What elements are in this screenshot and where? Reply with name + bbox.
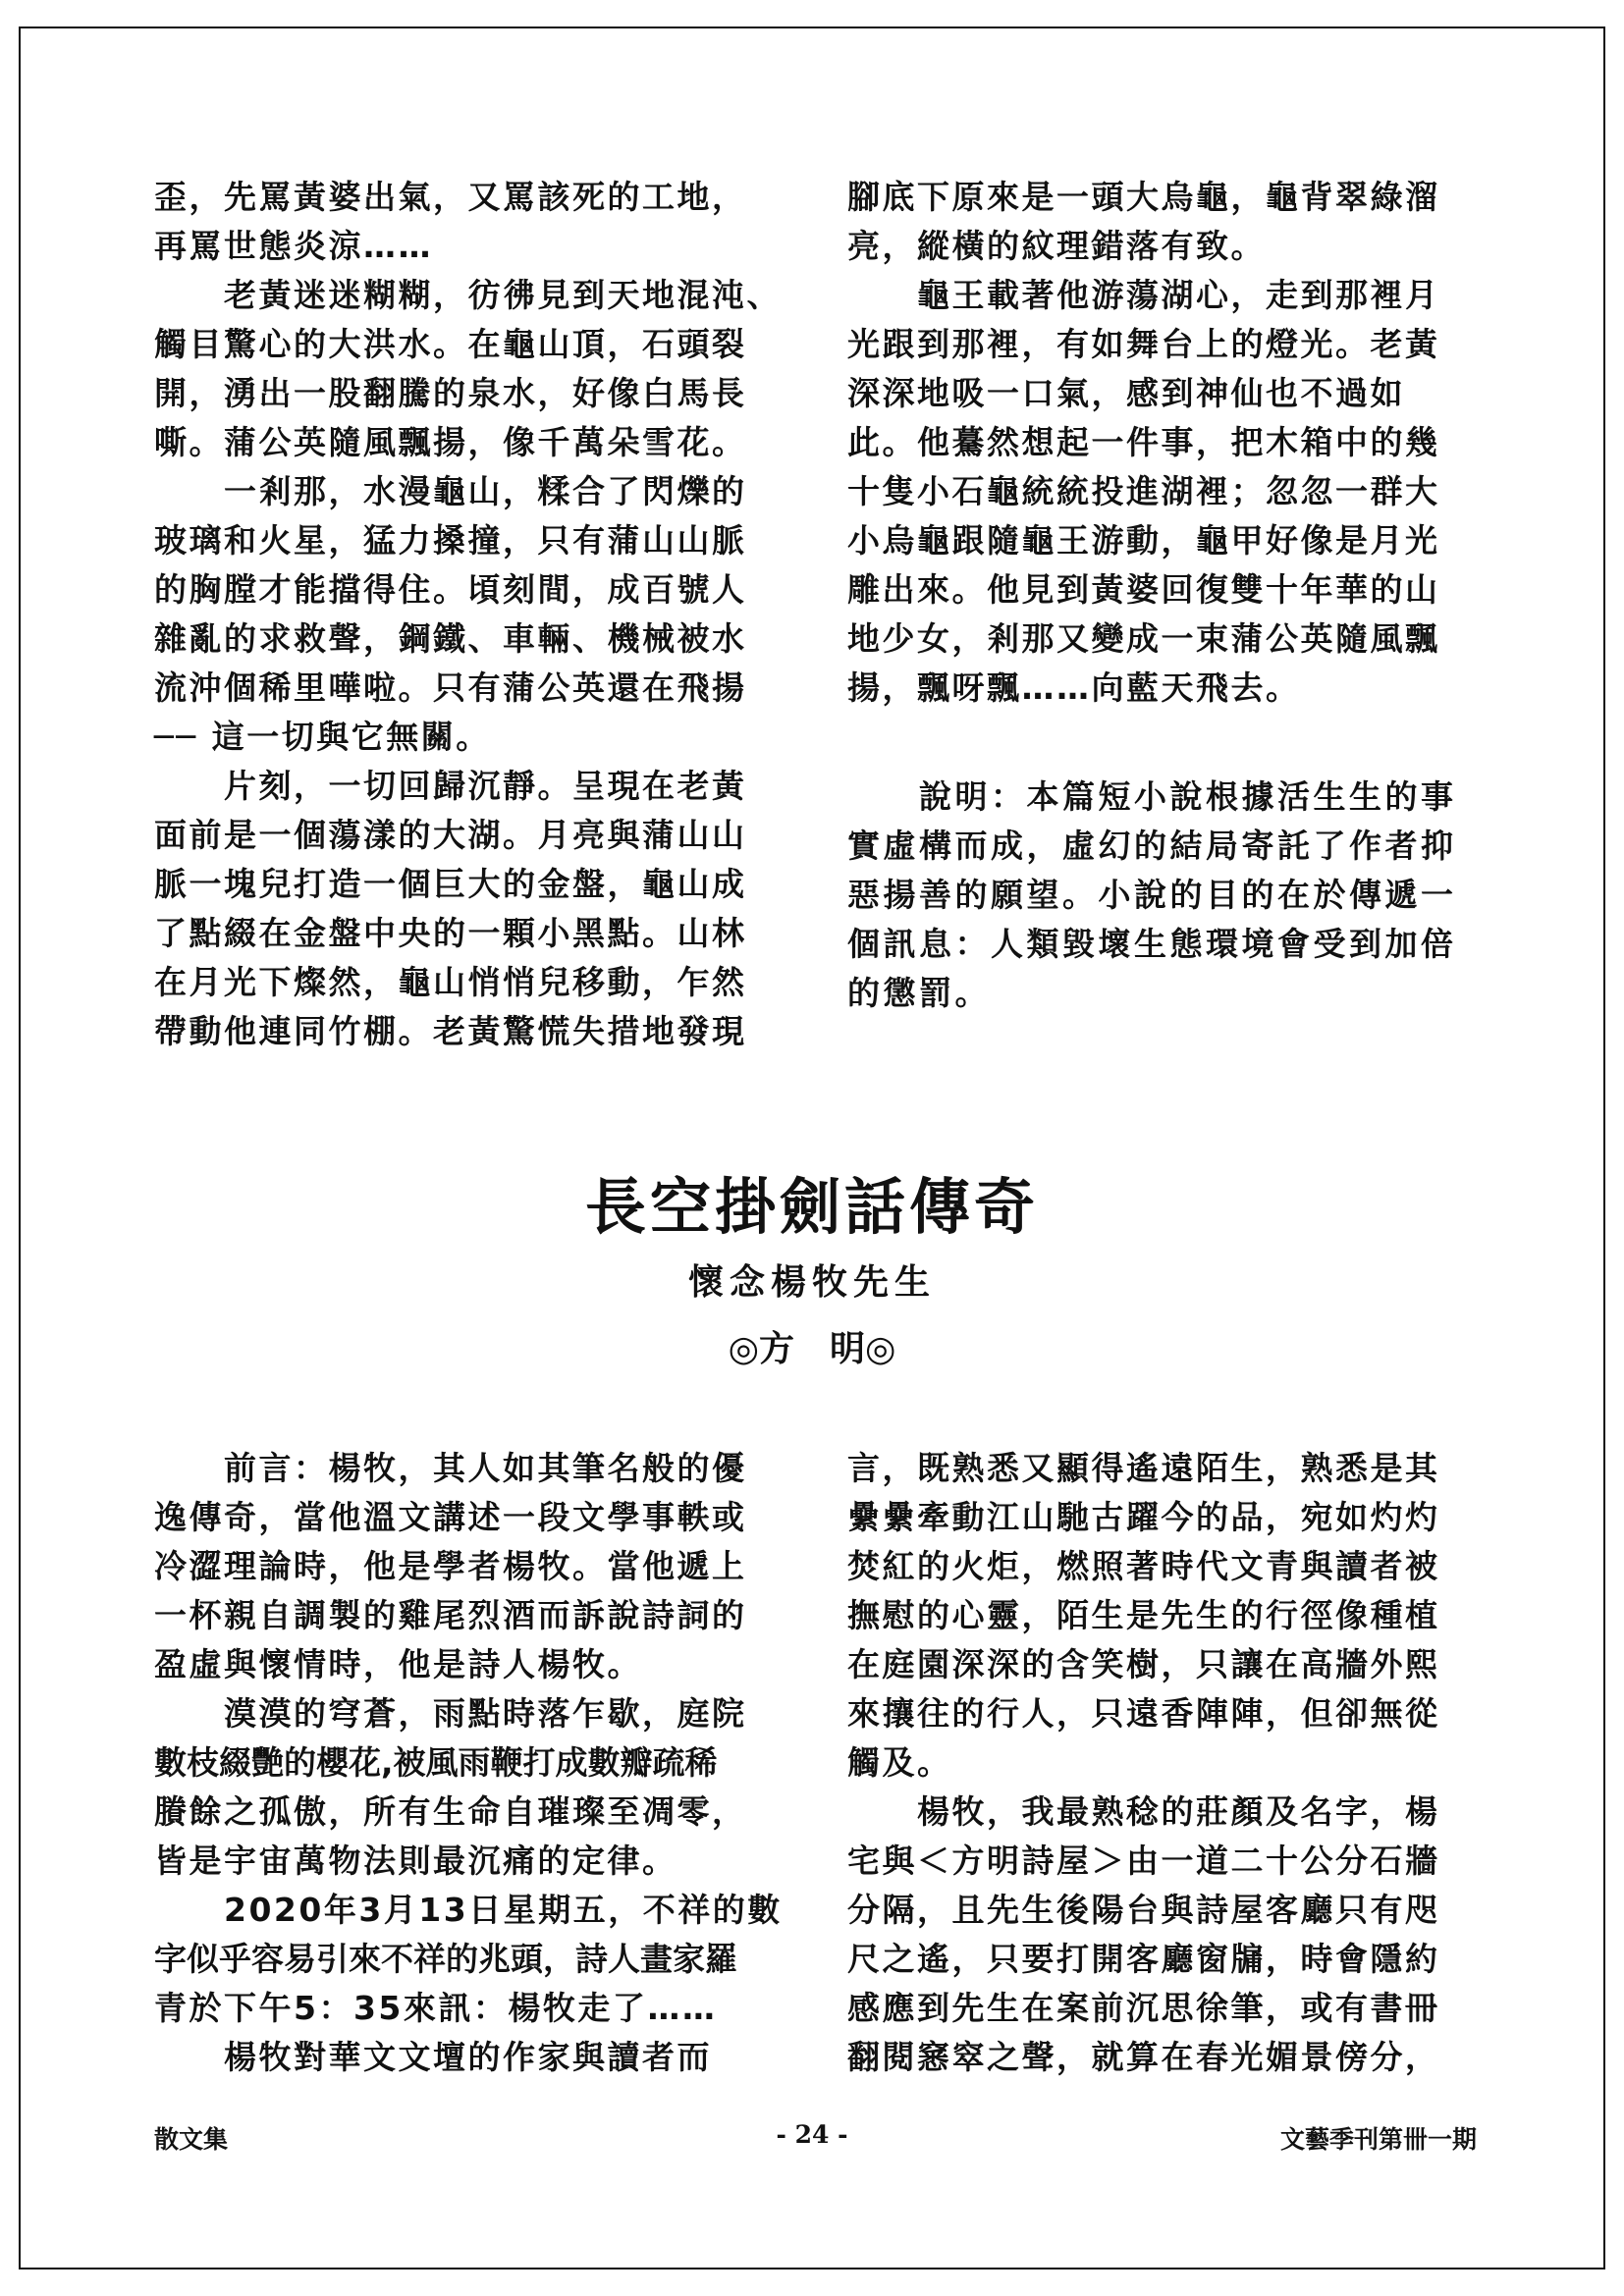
- text-line: 深深地吸一口氣，感到神仙也不過如: [847, 374, 1405, 412]
- note-line: 惡揚善的願望。小說的目的在於傳遞一: [847, 876, 1457, 914]
- text-line: 青於下午5：35來訊：楊牧走了……: [154, 1989, 718, 2027]
- text-line: 冷澀理論時，他是學者楊牧。當他遞上: [154, 1547, 747, 1585]
- text-line: 纍纍牽動江山馳古躍今的品，宛如灼灼: [847, 1498, 1440, 1536]
- text-line: 脈一塊兒打造一個巨大的金盤，龜山成: [154, 865, 747, 903]
- text-line: 此。他驀然想起一件事，把木箱中的幾: [847, 423, 1440, 461]
- text-line: 一剎那，水漫龜山，糅合了閃爍的: [154, 472, 747, 510]
- text-line: 亮，縱橫的紋理錯落有致。: [847, 227, 1266, 265]
- text-line: 十隻小石龜統統投進湖裡；忽忽一群大: [847, 472, 1440, 510]
- text-line: 楊牧對華文文壇的作家與讀者而: [154, 2038, 712, 2076]
- story-right-column: [847, 173, 1486, 713]
- footer-page-number: - 24 -: [776, 2120, 848, 2149]
- text-line: 在庭園深深的含笑樹，只讓在高牆外熙: [847, 1645, 1440, 1683]
- text-line: 感應到先生在案前沉思徐筆，或有書冊: [847, 1989, 1440, 2027]
- article-author: ◎方 明◎: [728, 1328, 896, 1369]
- text-line: 龜王載著他游蕩湖心，走到那裡月: [847, 276, 1440, 314]
- text-line: 言，既熟悉又顯得遙遠陌生，熟悉是其: [847, 1449, 1440, 1487]
- text-line: 光跟到那裡，有如舞台上的燈光。老黃: [847, 325, 1440, 363]
- text-line: 小烏龜跟隨龜王游動，龜甲好像是月光: [847, 521, 1440, 560]
- text-line: 分隔，且先生後陽台與詩屋客廳只有咫: [847, 1891, 1440, 1929]
- article-title: 長空掛劍話傳奇: [584, 1171, 1039, 1243]
- text-line: 老黃迷迷糊糊，彷彿見到天地混沌、: [154, 276, 782, 314]
- text-line: 了點綴在金盤中央的一顆小黑點。山林: [154, 914, 747, 952]
- text-line: 地少女，剎那又變成一束蒲公英隨風飄: [847, 619, 1440, 658]
- text-line: 面前是一個蕩漾的大湖。月亮與蒲山山: [154, 816, 747, 854]
- text-line: 數枝綴艷的櫻花,被風雨鞭打成數瓣疏稀: [154, 1743, 718, 1782]
- text-line: 歪，先罵黃婆出氣，又罵該死的工地，: [154, 178, 747, 216]
- text-line: 再罵世態炎涼……: [154, 227, 433, 265]
- text-line: ── 這一切與它無關。: [154, 718, 491, 756]
- story-left-column: [154, 173, 792, 1056]
- text-line: 觸及。: [847, 1743, 952, 1782]
- text-line: 漠漠的穹蒼，雨點時落乍歇，庭院: [154, 1694, 747, 1733]
- text-line: 前言：楊牧，其人如其筆名般的優: [154, 1449, 747, 1487]
- text-line: 翻閱窸窣之聲，就算在春光媚景傍分，: [847, 2038, 1440, 2076]
- text-line: 在月光下燦然，龜山悄悄兒移動，乍然: [154, 963, 747, 1001]
- text-line: 片刻，一切回歸沉靜。呈現在老黃: [154, 767, 747, 805]
- note-line: 的懲罰。: [847, 974, 991, 1012]
- text-line: 2020年3月13日星期五，不祥的數: [154, 1891, 783, 1929]
- note-line: 說明：本篇短小說根據活生生的事: [847, 777, 1457, 816]
- text-line: 來攘往的行人，只遠香陣陣，但卻無從: [847, 1694, 1440, 1733]
- text-line: 賸餘之孤傲，所有生命自璀璨至凋零，: [154, 1792, 747, 1831]
- text-line: 雜亂的求救聲，鋼鐵、車輛、機械被水: [154, 619, 747, 658]
- text-line: 一杯親自調製的雞尾烈酒而訴說詩詞的: [154, 1596, 747, 1634]
- text-line: 帶動他連同竹棚。老黃驚慌失措地發現: [154, 1012, 747, 1050]
- text-line: 流沖個稀里嘩啦。只有蒲公英還在飛揚: [154, 668, 747, 707]
- text-line: 皆是宇宙萬物法則最沉痛的定律。: [154, 1842, 677, 1880]
- text-line: 玻璃和火星，猛力搡撞，只有蒲山山脈: [154, 521, 747, 560]
- text-line: 逸傳奇，當他溫文講述一段文學事軼或: [154, 1498, 747, 1536]
- text-line: 撫慰的心靈，陌生是先生的行徑像種植: [847, 1596, 1440, 1634]
- text-line: 揚，飄呀飄……向藍天飛去。: [847, 668, 1301, 707]
- author-note: [847, 773, 1486, 1018]
- article-right-column: [847, 1444, 1486, 2082]
- text-line: 焚紅的火炬，燃照著時代文青與讀者被: [847, 1547, 1440, 1585]
- text-line: 楊牧，我最熟稔的莊顏及名字，楊: [847, 1792, 1440, 1831]
- article-left-column: [154, 1444, 792, 2082]
- text-line: 的胸膛才能擋得住。頃刻間，成百號人: [154, 570, 747, 609]
- text-line: 尺之遙，只要打開客廳窗牖，時會隱約: [847, 1940, 1440, 1978]
- text-line: 雕出來。他見到黃婆回復雙十年華的山: [847, 570, 1440, 609]
- text-line: 字似乎容易引來不祥的兆頭，詩人畫家羅: [154, 1940, 737, 1978]
- text-line: 嘶。蒲公英隨風飄揚，像千萬朵雪花。: [154, 423, 747, 461]
- text-line: 宅與＜方明詩屋＞由一道二十公分石牆: [847, 1842, 1440, 1880]
- text-line: 腳底下原來是一頭大烏龜，龜背翠綠溜: [847, 178, 1440, 216]
- text-line: 開，湧出一股翻騰的泉水，好像白馬長: [154, 374, 747, 412]
- note-line: 實虛構而成，虛幻的結局寄託了作者抑: [847, 827, 1457, 865]
- footer-publication: 文藝季刊第卌一期: [1279, 2125, 1477, 2154]
- note-line: 個訊息：人類毀壞生態環境會受到加倍: [847, 925, 1457, 963]
- article-subtitle: 懷念楊牧先生: [687, 1261, 936, 1303]
- text-line: 觸目驚心的大洪水。在龜山頂，石頭裂: [154, 325, 747, 363]
- footer-section-name: 散文集: [154, 2125, 229, 2154]
- text-line: 盈虛與懷情時，他是詩人楊牧。: [154, 1645, 642, 1683]
